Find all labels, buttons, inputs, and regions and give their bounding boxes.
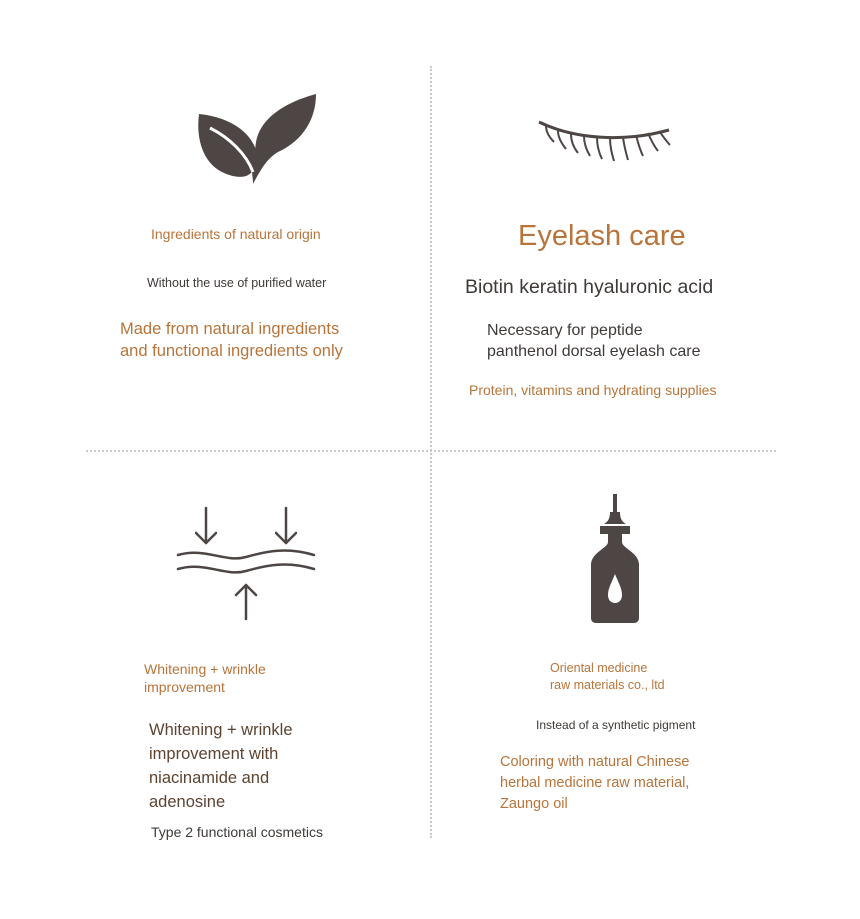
skin-layers-arrows-icon xyxy=(175,505,317,623)
dropper-bottle-icon xyxy=(586,492,644,626)
whitening-wrinkle-description: Whitening + wrinkle improvement with niacinamide and adenosine xyxy=(149,721,293,811)
natural-origin-heading: Ingredients of natural origin xyxy=(151,226,321,242)
eyelash-icon xyxy=(536,116,672,166)
natural-origin-subheading: Without the use of purified water xyxy=(147,276,327,290)
natural-origin-description: Made from natural ingredients and functional ingredients only xyxy=(120,320,343,360)
eyelash-care-heading: Eyelash care xyxy=(518,220,686,252)
eyelash-care-subheading: Biotin keratin hyaluronic acid xyxy=(465,276,714,298)
whitening-wrinkle-heading: Whitening + wrinkle improvement xyxy=(144,661,266,695)
oriental-medicine-description: Coloring with natural Chinese herbal medicine raw material, Zaungo oil xyxy=(500,754,690,812)
oriental-medicine-heading: Oriental medicine raw materials co., ltd xyxy=(550,661,665,692)
horizontal-divider xyxy=(86,450,776,452)
eyelash-care-note: Protein, vitamins and hydrating supplies xyxy=(469,382,717,398)
leaf-icon xyxy=(196,92,320,190)
vertical-divider xyxy=(430,66,432,838)
eyelash-care-description: Necessary for peptide panthenol dorsal eyelash care xyxy=(487,322,701,360)
whitening-wrinkle-note: Type 2 functional cosmetics xyxy=(151,824,323,840)
oriental-medicine-subheading: Instead of a synthetic pigment xyxy=(536,718,696,732)
